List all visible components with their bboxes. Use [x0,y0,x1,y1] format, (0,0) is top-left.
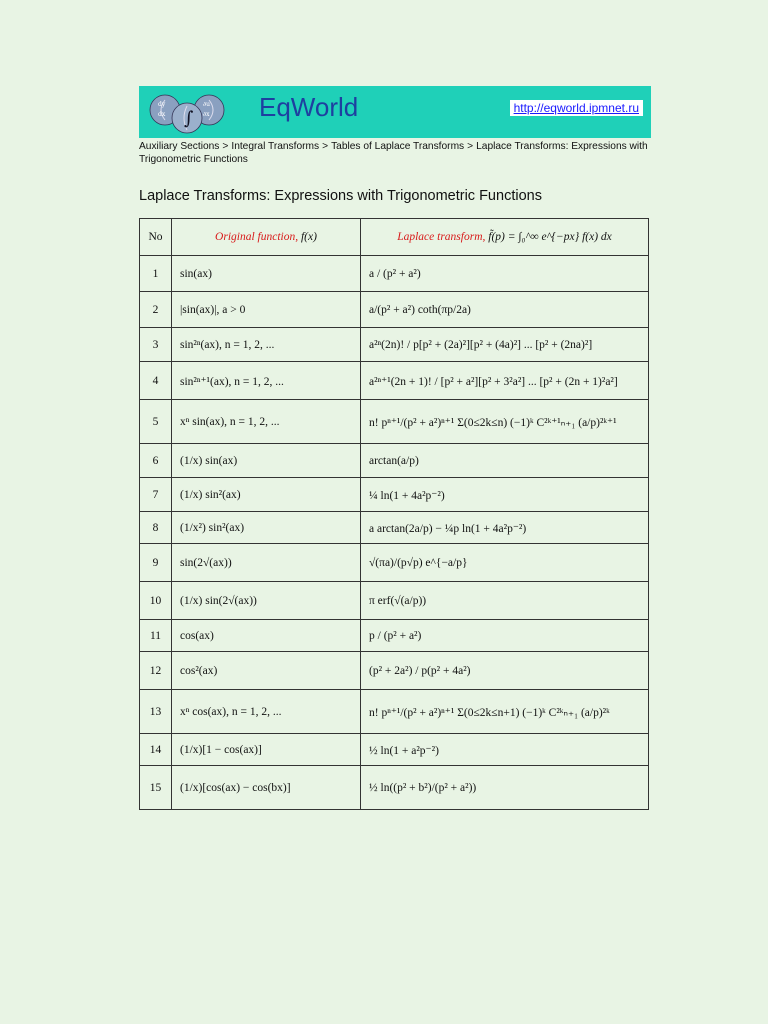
col-original-header: Original function, f(x) [172,219,361,256]
laplace-table [139,218,649,810]
row-number: 12 [140,652,172,690]
laplace-transform: ½ ln(1 + a²p⁻²) [361,734,649,766]
laplace-transform: π erf(√(a/p)) [361,582,649,620]
table-row [140,690,649,734]
table-row [140,256,649,292]
svg-text:dx: dx [158,111,166,118]
row-number: 6 [140,444,172,478]
laplace-transform: a arctan(2a/p) − ¼p ln(1 + 4a²p⁻²) [361,512,649,544]
svg-text:∫: ∫ [184,108,194,129]
original-function: (1/x) sin(2√(ax)) [172,582,361,620]
table-row [140,328,649,362]
laplace-transform: a²ⁿ⁺¹(2n + 1)! / [p² + a²][p² + 3²a²] ... [p² + (2n + 1)²a²] [361,362,649,400]
table-row [140,652,649,690]
table-row [140,292,649,328]
original-function: xⁿ sin(ax), n = 1, 2, ... [172,400,361,444]
breadcrumb-integral-transforms[interactable]: Integral Transforms [231,141,320,152]
original-function: sin²ⁿ(ax), n = 1, 2, ... [172,328,361,362]
row-number: 1 [140,256,172,292]
table-row [140,400,649,444]
row-number: 2 [140,292,172,328]
table-row [140,444,649,478]
row-number: 5 [140,400,172,444]
laplace-transform: √(πa)/(p√p) e^{−a/p} [361,544,649,582]
col-transform-header: Laplace transform, f̃(p) = ∫₀^∞ e^{−px} f(x) dx [361,219,649,256]
original-function: sin(2√(ax)) [172,544,361,582]
original-function: (1/x²) sin²(ax) [172,512,361,544]
table-row [140,582,649,620]
row-number: 11 [140,620,172,652]
laplace-transform: p / (p² + a²) [361,620,649,652]
svg-text:∂x: ∂x [203,111,210,118]
row-number: 8 [140,512,172,544]
table-row [140,544,649,582]
original-function: cos²(ax) [172,652,361,690]
page-title: Laplace Transforms: Expressions with Trigonometric Functions [139,188,542,204]
row-number: 15 [140,766,172,810]
row-number: 9 [140,544,172,582]
laplace-transform: a²ⁿ(2n)! / p[p² + (2a)²][p² + (4a)²] ... [p² + (2na)²] [361,328,649,362]
breadcrumb-tables-laplace[interactable]: Tables of Laplace Transforms [331,141,465,152]
laplace-transform: ½ ln((p² + b²)/(p² + a²)) [361,766,649,810]
row-number: 13 [140,690,172,734]
laplace-transform: (p² + 2a²) / p(p² + 4a²) [361,652,649,690]
laplace-transform: n! pⁿ⁺¹/(p² + a²)ⁿ⁺¹ Σ(0≤2k≤n+1) (−1)ᵏ C²ᵏₙ₊₁ (a/p)²ᵏ [361,690,649,734]
row-number: 3 [140,328,172,362]
table-row [140,362,649,400]
col-no-header: No [140,219,172,256]
site-url-link[interactable]: http://eqworld.ipmnet.ru [510,100,643,116]
original-function: |sin(ax)|, a > 0 [172,292,361,328]
row-number: 7 [140,478,172,512]
original-function: cos(ax) [172,620,361,652]
header-banner [139,86,651,138]
row-number: 4 [140,362,172,400]
table-header-row [140,219,649,256]
original-function: (1/x) sin²(ax) [172,478,361,512]
laplace-transform: ¼ ln(1 + 4a²p⁻²) [361,478,649,512]
original-function: (1/x)[cos(ax) − cos(bx)] [172,766,361,810]
svg-text:∂u: ∂u [203,101,210,108]
table-row [140,766,649,810]
laplace-transform: arctan(a/p) [361,444,649,478]
laplace-transform: n! pⁿ⁺¹/(p² + a²)ⁿ⁺¹ Σ(0≤2k≤n) (−1)ᵏ C²ᵏ⁺¹ₙ₊₁ (a/p)²ᵏ⁺¹ [361,400,649,444]
svg-text:dy: dy [158,101,166,108]
laplace-transform: a / (p² + a²) [361,256,649,292]
original-function: sin²ⁿ⁺¹(ax), n = 1, 2, ... [172,362,361,400]
row-number: 10 [140,582,172,620]
original-function: (1/x)[1 − cos(ax)] [172,734,361,766]
original-function: sin(ax) [172,256,361,292]
brand-title: EqWorld [259,92,359,122]
breadcrumb-current: Laplace Transforms: Expressions with Trigonometric Functions [139,141,648,165]
table-row [140,620,649,652]
original-function: (1/x) sin(ax) [172,444,361,478]
table-row [140,734,649,766]
breadcrumb-auxiliary-sections[interactable]: Auxiliary Sections [139,141,220,152]
table-row [140,512,649,544]
laplace-transform: a/(p² + a²) coth(πp/2a) [361,292,649,328]
eqworld-logo-icon [147,90,229,134]
row-number: 14 [140,734,172,766]
table-row [140,478,649,512]
breadcrumb: Auxiliary Sections > Integral Transforms > Tables of Laplace Transforms > Laplace Transforms: Expressions with Trigonometric Functions [139,141,648,165]
original-function: xⁿ cos(ax), n = 1, 2, ... [172,690,361,734]
